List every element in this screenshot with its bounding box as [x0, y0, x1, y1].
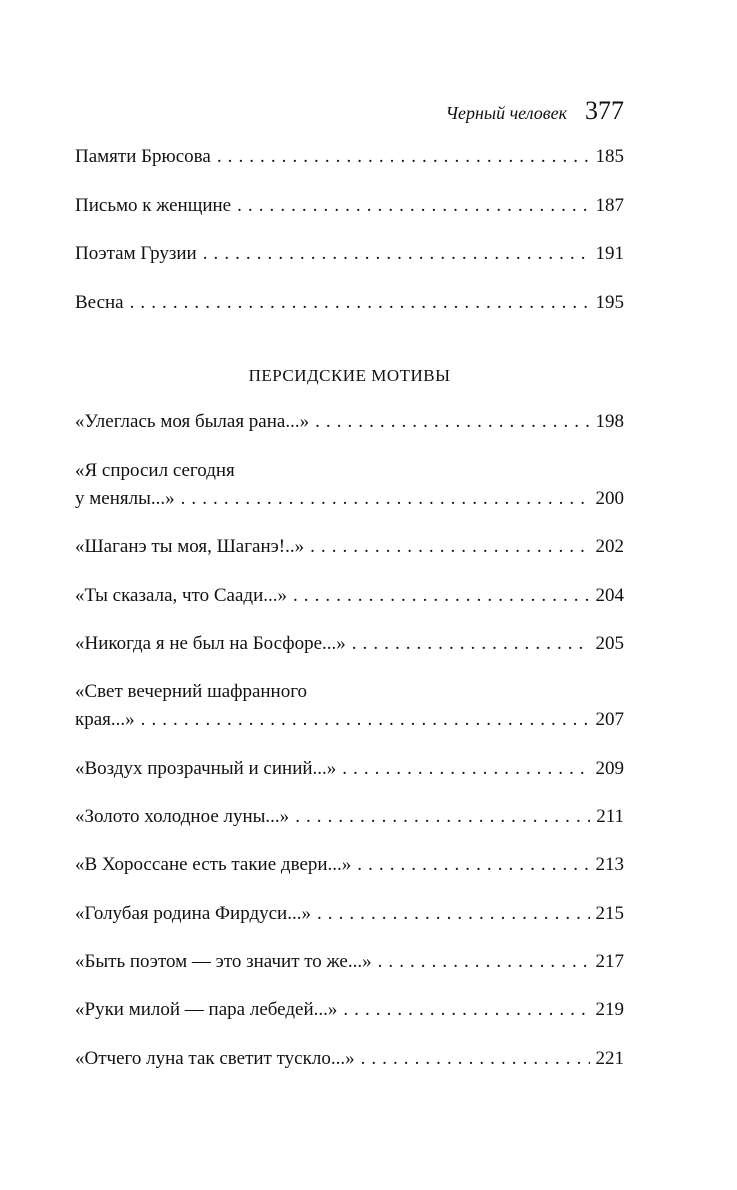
- toc-entry-title: «Отчего луна так светит тускло...»: [75, 1048, 355, 1069]
- toc-entry: [75, 1045, 624, 1073]
- dot-leader: [352, 630, 590, 658]
- toc-entry-title: «Никогда я не был на Босфоре...»: [75, 633, 346, 654]
- toc-entry-title: «В Хороссане есть такие двери...»: [75, 854, 352, 875]
- dot-leader: [181, 485, 590, 513]
- toc-entry-title: «Голубая родина Фирдуси...»: [75, 903, 311, 924]
- toc-entry-page: 219: [595, 999, 624, 1020]
- toc-entry-page: 200: [595, 488, 624, 509]
- toc-entry: [75, 143, 624, 171]
- dot-leader: [357, 851, 589, 879]
- toc-entry-page: 187: [595, 195, 624, 216]
- toc-entry-page: 191: [595, 243, 624, 264]
- toc-entry: [75, 289, 624, 317]
- toc-entry: [75, 457, 624, 513]
- toc-entry-page: 213: [595, 854, 624, 875]
- toc-entry-title: у менялы...»: [75, 488, 175, 509]
- toc-entry: [75, 948, 624, 976]
- running-head-title: Черный человек: [445, 103, 567, 123]
- toc-entry-page: 209: [595, 758, 624, 779]
- toc-entry-title: Весна: [75, 292, 124, 313]
- dot-leader: [343, 996, 589, 1024]
- dot-leader: [293, 582, 590, 610]
- toc-entry: [75, 582, 624, 610]
- toc-entry: [75, 900, 624, 928]
- dot-leader: [217, 143, 590, 171]
- toc-entry-title: края...»: [75, 709, 135, 730]
- toc-entry-page: 198: [595, 411, 624, 432]
- toc-entry-title: Памяти Брюсова: [75, 146, 211, 167]
- toc-entry-title-line1: «Я спросил сегодня: [75, 460, 235, 481]
- dot-leader: [378, 948, 590, 976]
- dot-leader: [203, 240, 590, 268]
- dot-leader: [295, 803, 590, 831]
- book-page: [75, 0, 624, 1190]
- toc-entry: [75, 192, 624, 220]
- toc-entry-title: Письмо к женщине: [75, 195, 232, 216]
- toc-entry-title: «Руки милой — пара лебедей...»: [75, 999, 338, 1020]
- toc-entry-page: 185: [595, 146, 624, 167]
- dot-leader: [130, 289, 590, 317]
- dot-leader: [361, 1045, 590, 1073]
- toc-entry-page: 205: [595, 633, 624, 654]
- dot-leader: [342, 755, 589, 783]
- toc-entry-title: «Воздух прозрачный и синий...»: [75, 758, 337, 779]
- toc-entry-title-line1: «Свет вечерний шафранного: [75, 681, 308, 702]
- toc-entry-title: «Быть поэтом — это значит то же...»: [75, 951, 372, 972]
- dot-leader: [141, 706, 590, 734]
- running-head: [446, 96, 624, 126]
- toc-entry: [75, 240, 624, 268]
- toc-entry-title: «Шаганэ ты моя, Шаганэ!..»: [75, 536, 305, 557]
- dot-leader: [315, 408, 589, 436]
- dot-leader: [310, 533, 589, 561]
- toc-entry: [75, 755, 624, 783]
- toc-entry-page: 207: [595, 709, 624, 730]
- page-number: 377: [585, 96, 624, 125]
- section-heading: ПЕРСИДСКИЕ МОТИВЫ: [248, 366, 451, 385]
- toc-entry: [75, 996, 624, 1024]
- toc-entry-title: «Улеглась моя былая рана...»: [75, 411, 310, 432]
- toc-entry-title: «Ты сказала, что Саади...»: [75, 585, 287, 606]
- toc-entry: [75, 851, 624, 879]
- toc-entry-page: 202: [595, 536, 624, 557]
- toc-entry-page: 195: [595, 292, 624, 313]
- toc-entry: [75, 630, 624, 658]
- toc-entry: [75, 678, 624, 734]
- toc-entry-page: 211: [596, 806, 624, 827]
- toc-entry: [75, 408, 624, 436]
- toc-entry: [75, 803, 624, 831]
- toc-entry-page: 215: [595, 903, 624, 924]
- dot-leader: [317, 900, 590, 928]
- dot-leader: [237, 192, 589, 220]
- toc-entry-page: 204: [595, 585, 624, 606]
- toc-entry: [75, 533, 624, 561]
- toc-entry-page: 217: [595, 951, 624, 972]
- toc-entry-title: Поэтам Грузии: [75, 243, 197, 264]
- toc-entry-title: «Золото холодное луны...»: [75, 806, 290, 827]
- toc-entry-page: 221: [595, 1048, 624, 1069]
